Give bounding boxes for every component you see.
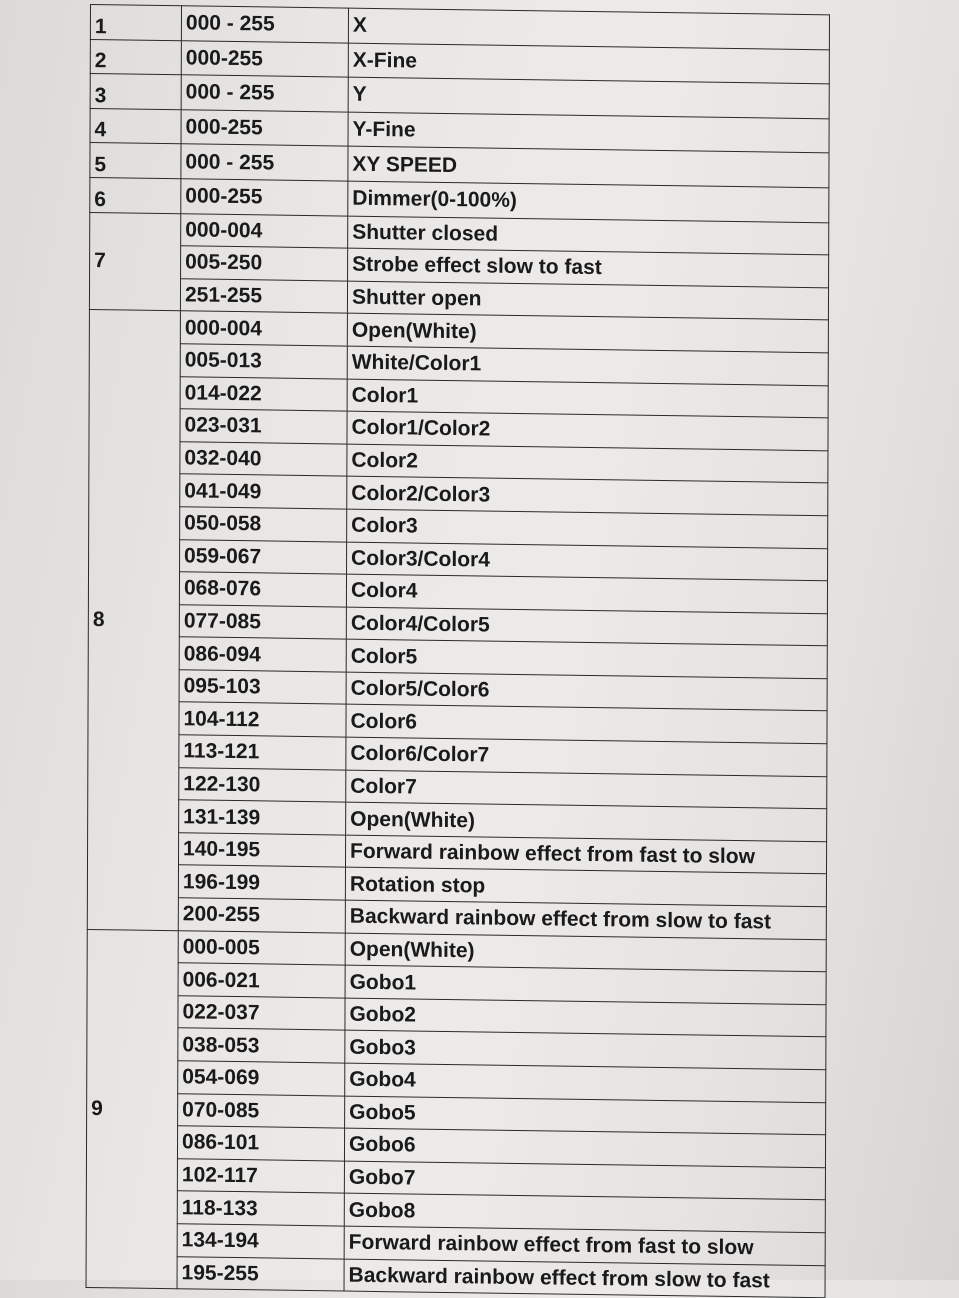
dmx-value-range: 070-085 [178,1093,345,1128]
channel-number: 2 [90,39,181,75]
dmx-function: X-Fine [348,43,829,84]
dmx-value-range: 023-031 [180,409,347,444]
dmx-value-range: 200-255 [178,898,345,933]
dmx-value-range: 000 - 255 [181,75,348,112]
dmx-value-range: 050-058 [180,507,347,542]
dmx-value-range: 000-255 [181,179,348,216]
dmx-function: Y-Fine [348,112,829,153]
dmx-function: Color3/Color4 [347,542,828,581]
channel-number: 9 [86,929,178,1289]
channel-number: 7 [89,212,180,311]
dmx-value-range: 059-067 [180,539,347,574]
dmx-function: Color6 [346,705,827,744]
channel-number: 4 [90,108,181,144]
dmx-function: Color4 [346,574,827,613]
dmx-table-body [86,5,829,1298]
dmx-value-range: 104-112 [179,702,346,737]
dmx-value-range: 000-255 [181,110,348,147]
dmx-function: Color2/Color3 [347,476,828,515]
dmx-value-range: 196-199 [178,865,345,900]
dmx-value-range: 000 - 255 [181,6,348,43]
dmx-function: Gobo5 [345,1096,826,1135]
dmx-function: Shutter open [347,281,828,320]
dmx-value-range: 000-005 [178,930,345,965]
dmx-function: Gobo8 [344,1193,825,1232]
dmx-value-range: 005-250 [181,246,348,281]
dmx-value-range: 131-139 [179,800,346,835]
dmx-function: Y [348,77,829,118]
dmx-function: Color4/Color5 [346,607,827,646]
dmx-function: XY SPEED [348,146,829,187]
dmx-function: Color7 [346,770,827,809]
channel-number: 8 [87,310,180,931]
dmx-value-range: 022-037 [178,996,345,1031]
dmx-function: White/Color1 [347,346,828,385]
dmx-function: Open(White) [345,933,826,972]
dmx-value-range: 054-069 [178,1061,345,1096]
dmx-function: Gobo6 [344,1128,825,1167]
dmx-value-range: 000-004 [180,311,347,346]
dmx-value-range: 113-121 [179,735,346,770]
dmx-function: Gobo3 [345,1030,826,1069]
dmx-function: Backward rainbow effect from slow to fast [344,1259,825,1298]
dmx-value-range: 086-094 [179,637,346,672]
channel-number: 6 [90,177,181,213]
dmx-value-range: 005-013 [180,344,347,379]
channel-number: 3 [90,74,181,110]
dmx-function: Gobo4 [345,1063,826,1102]
dmx-function: X [348,8,829,49]
dmx-value-range: 095-103 [179,670,346,705]
dmx-channel-table [86,4,830,1298]
dmx-value-range: 041-049 [180,474,347,509]
dmx-function: Color6/Color7 [346,737,827,776]
dmx-value-range: 000 - 255 [181,144,348,181]
dmx-function: Gobo2 [345,998,826,1037]
dmx-function: Forward rainbow effect from fast to slow [345,835,826,874]
dmx-value-range: 068-076 [179,572,346,607]
dmx-value-range: 038-053 [178,1028,345,1063]
dmx-function: Color1/Color2 [347,411,828,450]
dmx-function: Color5 [346,639,827,678]
dmx-function: Shutter closed [348,216,829,255]
dmx-function: Color5/Color6 [346,672,827,711]
dmx-function: Gobo1 [345,965,826,1004]
dmx-value-range: 086-101 [177,1126,344,1161]
channel-number: 1 [90,5,181,41]
dmx-function: Dimmer(0-100%) [348,181,829,222]
dmx-function: Open(White) [347,313,828,352]
dmx-value-range: 134-194 [177,1224,344,1259]
dmx-value-range: 118-133 [177,1191,344,1226]
dmx-function: Color2 [347,444,828,483]
dmx-value-range: 014-022 [180,376,347,411]
dmx-value-range: 251-255 [180,279,347,314]
dmx-value-range: 195-255 [177,1256,344,1291]
channel-number: 5 [90,143,181,179]
dmx-value-range: 032-040 [180,441,347,476]
dmx-function: Color3 [347,509,828,548]
dmx-value-range: 006-021 [178,963,345,998]
dmx-function: Forward rainbow effect from fast to slow [344,1226,825,1265]
dmx-value-range: 102-117 [177,1159,344,1194]
dmx-function: Gobo7 [344,1161,825,1200]
dmx-value-range: 122-130 [179,767,346,802]
dmx-function: Open(White) [346,802,827,841]
dmx-value-range: 140-195 [178,833,345,868]
dmx-value-range: 000-004 [181,213,348,248]
dmx-channel-sheet [86,4,830,1298]
dmx-function: Color1 [347,379,828,418]
dmx-function: Strobe effect slow to fast [348,248,829,287]
dmx-function: Backward rainbow effect from slow to fast [345,900,826,939]
dmx-function: Rotation stop [345,868,826,907]
dmx-value-range: 000-255 [181,40,348,77]
dmx-value-range: 077-085 [179,604,346,639]
